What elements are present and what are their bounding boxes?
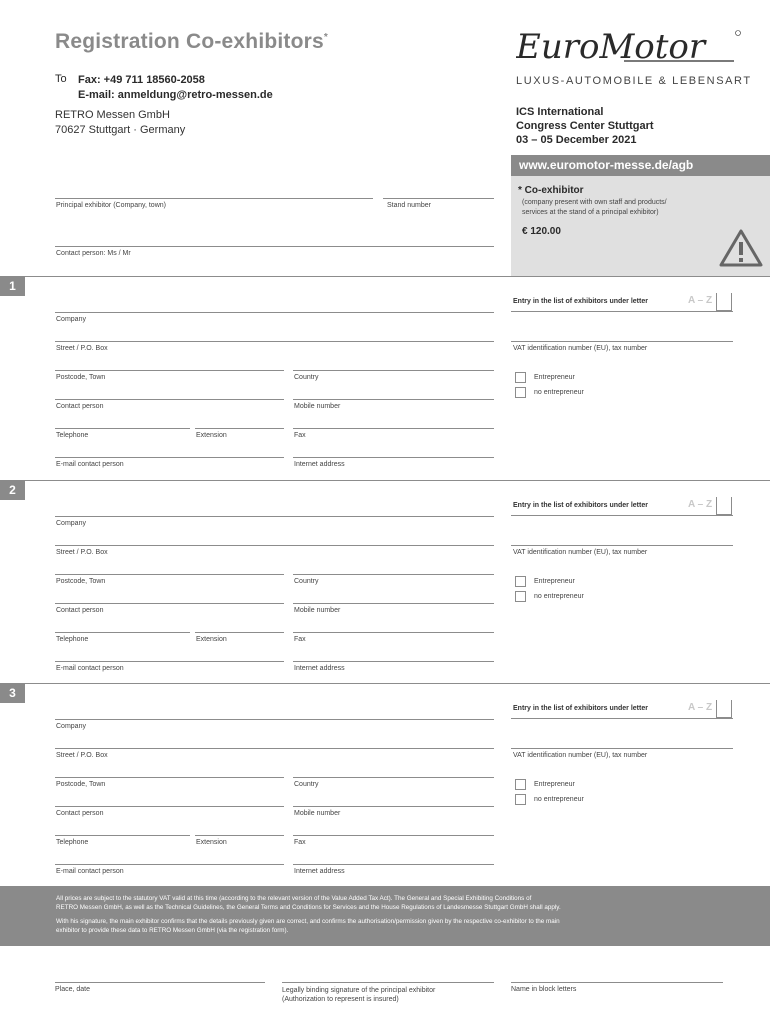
- extension-field[interactable]: [195, 632, 284, 633]
- no-entrepreneur-checkbox[interactable]: [515, 591, 526, 602]
- extension-label: Extension: [196, 432, 227, 439]
- postcode-town-label: Postcode, Town: [56, 578, 106, 585]
- mobile-number-field[interactable]: [293, 806, 494, 807]
- entry-letter-label: Entry in the list of exhibitors under letter: [513, 502, 648, 509]
- company-field[interactable]: [55, 719, 494, 720]
- country-label: Country: [294, 374, 319, 381]
- no-entrepreneur-label: no entrepreneur: [534, 796, 584, 803]
- country-field[interactable]: [293, 574, 494, 575]
- internet-address-label: Internet address: [294, 868, 345, 875]
- event-dates: 03 – 05 December 2021: [516, 134, 637, 146]
- internet-address-field[interactable]: [293, 864, 494, 865]
- contact-person-field[interactable]: [55, 399, 284, 400]
- telephone-label: Telephone: [56, 839, 89, 846]
- internet-address-field[interactable]: [293, 661, 494, 662]
- vat-label: VAT identification number (EU), tax number: [513, 752, 648, 759]
- vat-field[interactable]: [511, 341, 733, 342]
- to-label: To: [55, 73, 67, 85]
- entrepreneur-checkbox[interactable]: [515, 372, 526, 383]
- postcode-town-field[interactable]: [55, 574, 284, 575]
- entrepreneur-label: Entrepreneur: [534, 374, 575, 381]
- principal-exhibitor-field[interactable]: [55, 198, 373, 199]
- email-address: E-mail: anmeldung@retro-messen.de: [78, 89, 273, 101]
- coexhibitor-title: * Co-exhibitor: [518, 185, 584, 196]
- place-date-field[interactable]: [55, 982, 265, 983]
- vat-terms-text: All prices are subject to the statutory VAT valid at this time (according to the relevant version of the Value Added Tax Act). The General and Special Exhibiting Conditions of RETRO Messen GmbH, as well as the Technical Guidelines, the General Terms and Conditions for Services and the House Regulations of Landesmesse Stuttgart GmbH shall apply.: [56, 895, 561, 911]
- block-name-field[interactable]: [511, 982, 723, 983]
- section-number: 2: [0, 480, 25, 500]
- fax-field[interactable]: [293, 632, 494, 633]
- internet-address-label: Internet address: [294, 461, 345, 468]
- entry-letter-input[interactable]: [716, 293, 732, 311]
- venue-info: ICS International Congress Center Stuttgart 03 – 05 December 2021: [516, 106, 654, 146]
- company-label: Company: [56, 723, 86, 730]
- extension-label: Extension: [196, 839, 227, 846]
- extension-label: Extension: [196, 636, 227, 643]
- telephone-field[interactable]: [55, 428, 190, 429]
- internet-address-field[interactable]: [293, 457, 494, 458]
- org-name: RETRO Messen GmbH: [55, 109, 170, 121]
- fax-label: Fax: [294, 839, 306, 846]
- brand-tagline: LUXUS-AUTOMOBILE & LEBENSART: [516, 75, 752, 87]
- coexhibitor-price: € 120.00: [522, 226, 561, 237]
- email-contact-field[interactable]: [55, 864, 284, 865]
- warning-icon: [718, 228, 764, 268]
- postcode-town-field[interactable]: [55, 370, 284, 371]
- internet-address-label: Internet address: [294, 665, 345, 672]
- signature-label: Legally binding signature of the principal exhibitor (Authorization to represent is insured): [282, 987, 436, 1003]
- signature-field[interactable]: [282, 982, 494, 983]
- az-hint: A – Z: [688, 702, 713, 713]
- place-date-label: Place, date: [55, 986, 91, 993]
- country-label: Country: [294, 578, 319, 585]
- stand-number-field[interactable]: [383, 198, 494, 199]
- email-contact-field[interactable]: [55, 457, 284, 458]
- fax-label: Fax: [294, 432, 306, 439]
- street-field[interactable]: [55, 341, 494, 342]
- contact-person-label: Contact person: [56, 607, 104, 614]
- section-divider: [0, 276, 770, 277]
- mobile-number-field[interactable]: [293, 603, 494, 604]
- mobile-number-field[interactable]: [293, 399, 494, 400]
- entrepreneur-label: Entrepreneur: [534, 578, 575, 585]
- coexhibitor-description: (company present with own staff and products/ services at the stand of a principal exhibitor): [522, 199, 667, 216]
- vat-label: VAT identification number (EU), tax number: [513, 549, 648, 556]
- street-label: Street / P.O. Box: [56, 752, 108, 759]
- telephone-label: Telephone: [56, 636, 89, 643]
- entry-letter-input[interactable]: [716, 700, 732, 718]
- company-field[interactable]: [55, 312, 494, 313]
- az-hint: A – Z: [688, 295, 713, 306]
- section-divider: [0, 683, 770, 684]
- fax-field[interactable]: [293, 835, 494, 836]
- contact-person-label: Contact person: [56, 403, 104, 410]
- street-field[interactable]: [55, 545, 494, 546]
- postcode-town-field[interactable]: [55, 777, 284, 778]
- country-field[interactable]: [293, 370, 494, 371]
- entry-letter-label: Entry in the list of exhibitors under letter: [513, 298, 648, 305]
- section-number: 1: [0, 276, 25, 296]
- entry-letter-input[interactable]: [716, 497, 732, 515]
- entry-letter-underline: [511, 718, 733, 719]
- street-field[interactable]: [55, 748, 494, 749]
- vat-field[interactable]: [511, 545, 733, 546]
- org-city: 70627 Stuttgart · Germany: [55, 124, 186, 136]
- street-label: Street / P.O. Box: [56, 345, 108, 352]
- mobile-number-label: Mobile number: [294, 403, 341, 410]
- no-entrepreneur-checkbox[interactable]: [515, 794, 526, 805]
- contact-person-field[interactable]: [55, 603, 284, 604]
- entry-letter-label: Entry in the list of exhibitors under letter: [513, 705, 648, 712]
- mobile-number-label: Mobile number: [294, 810, 341, 817]
- title-asterisk: *: [323, 32, 328, 43]
- euromotor-logo: [516, 26, 742, 66]
- vat-label: VAT identification number (EU), tax number: [513, 345, 648, 352]
- contact-person-label: Contact person: [56, 810, 104, 817]
- company-field[interactable]: [55, 516, 494, 517]
- contact-person-field[interactable]: [55, 806, 284, 807]
- fax-number: Fax: +49 711 18560-2058: [78, 74, 205, 86]
- entrepreneur-checkbox[interactable]: [515, 779, 526, 790]
- extension-field[interactable]: [195, 428, 284, 429]
- fax-label: Fax: [294, 636, 306, 643]
- entrepreneur-label: Entrepreneur: [534, 781, 575, 788]
- recipient-contact: [78, 73, 273, 103]
- no-entrepreneur-checkbox[interactable]: [515, 387, 526, 398]
- entry-letter-underline: [511, 515, 733, 516]
- confirmation-text: With his signature, the main exhibitor confirms that the details previously given are correct, and confirms the authorisation/permission given by the respective co-exhibitor to the main exhibitor to provide these data to RETRO Messen GmbH (via the registration form).: [56, 918, 560, 934]
- principal-exhibitor-label: Principal exhibitor (Company, town): [56, 202, 166, 209]
- organizer-address: [55, 108, 185, 138]
- email-contact-label: E-mail contact person: [56, 665, 124, 672]
- telephone-field[interactable]: [55, 632, 190, 633]
- postcode-town-label: Postcode, Town: [56, 781, 106, 788]
- email-contact-field[interactable]: [55, 661, 284, 662]
- postcode-town-label: Postcode, Town: [56, 374, 106, 381]
- terms-footer: [0, 886, 770, 946]
- block-name-label: Name in block letters: [511, 986, 577, 993]
- page-title: Registration Co-exhibitors*: [55, 30, 328, 53]
- logo-text: EuroMotor: [516, 27, 706, 66]
- principal-contact-label: Contact person: Ms / Mr: [56, 250, 131, 257]
- country-field[interactable]: [293, 777, 494, 778]
- principal-contact-field[interactable]: [55, 246, 494, 247]
- email-contact-label: E-mail contact person: [56, 868, 124, 875]
- no-entrepreneur-label: no entrepreneur: [534, 389, 584, 396]
- email-contact-label: E-mail contact person: [56, 461, 124, 468]
- section-divider: [0, 480, 770, 481]
- country-label: Country: [294, 781, 319, 788]
- vat-field[interactable]: [511, 748, 733, 749]
- street-label: Street / P.O. Box: [56, 549, 108, 556]
- section-number: 3: [0, 683, 25, 703]
- telephone-label: Telephone: [56, 432, 89, 439]
- company-label: Company: [56, 520, 86, 527]
- mobile-number-label: Mobile number: [294, 607, 341, 614]
- entry-letter-underline: [511, 311, 733, 312]
- stand-number-label: Stand number: [387, 202, 431, 209]
- az-hint: A – Z: [688, 499, 713, 510]
- fax-field[interactable]: [293, 428, 494, 429]
- extension-field[interactable]: [195, 835, 284, 836]
- entrepreneur-checkbox[interactable]: [515, 576, 526, 587]
- telephone-field[interactable]: [55, 835, 190, 836]
- terms-url-link[interactable]: www.euromotor-messe.de/agb: [511, 155, 770, 176]
- no-entrepreneur-label: no entrepreneur: [534, 593, 584, 600]
- company-label: Company: [56, 316, 86, 323]
